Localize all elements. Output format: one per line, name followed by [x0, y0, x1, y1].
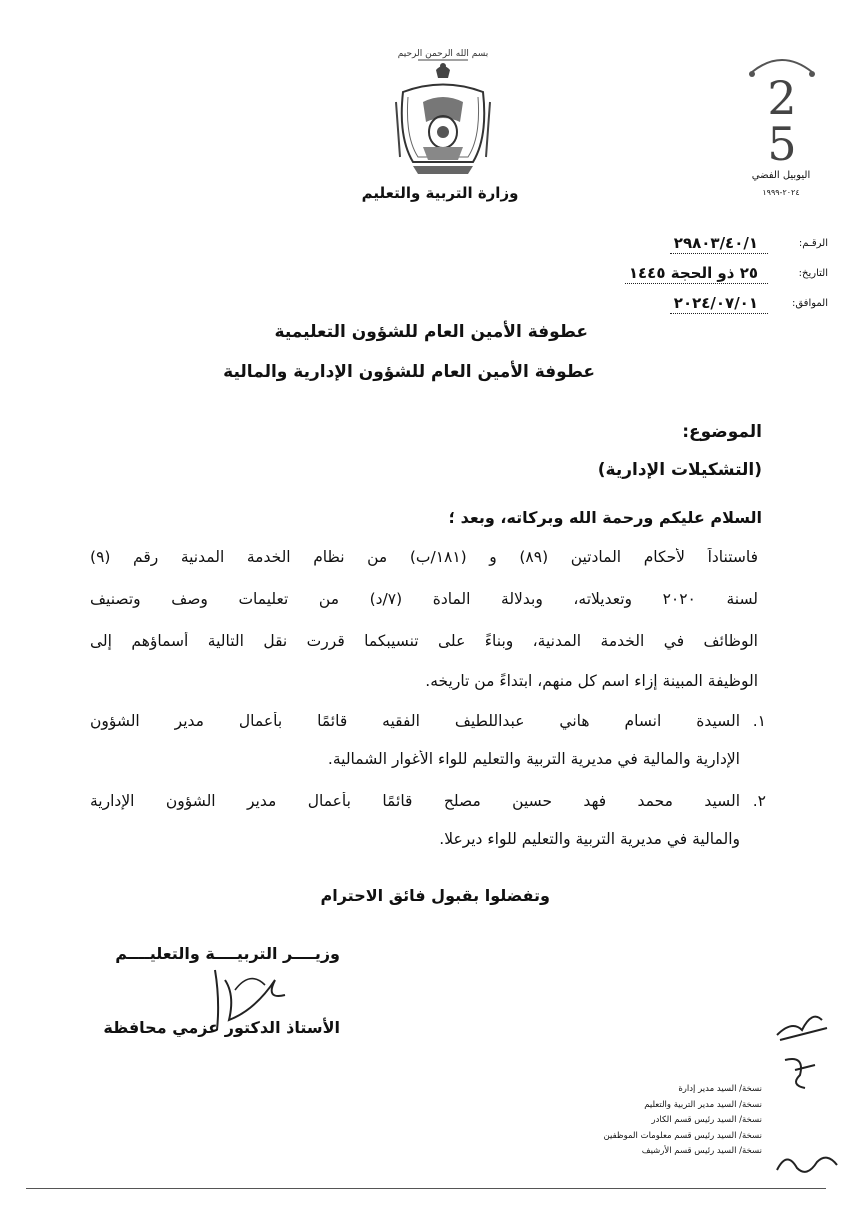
jubilee-tagline: اليوبيل الفضي	[751, 170, 811, 181]
item-2-number: ٢.	[752, 792, 766, 810]
initials-mark-1	[772, 1000, 832, 1049]
ministry-name: وزارة التربية والتعليم	[361, 184, 519, 202]
hijri-date-row	[568, 264, 828, 286]
closing-line: وتفضلوا بقبول فائق الاحترام	[320, 886, 550, 905]
body-line-2: لسنة ٢٠٢٠ وتعديلاته، وبدلالة المادة (٧/د) من تعليمات وصف وتصنيف	[90, 590, 758, 608]
jordan-coat-of-arms-emblem	[378, 42, 508, 182]
copy-line-5: نسخة/ السيد رئيس قسم الأرشيف	[641, 1146, 762, 1156]
body-line-3: الوظائف في الخدمة المدنية، وبناءً على تنسيبكما قررت نقل التالية أسماؤهم إلى	[90, 632, 758, 650]
jubilee-years: ٢٠٢٤-١٩٩٩	[762, 188, 800, 197]
subject-label: الموضوع:	[682, 422, 762, 442]
addressee-2: عطوفة الأمين العام للشؤون الإدارية والمالية	[223, 362, 595, 382]
initials-mark-2	[775, 1050, 825, 1099]
signatory-name: الأستاذ الدكتور عزمي محافظة	[103, 1018, 340, 1037]
copy-line-1: نسخة/ السيد مدير إدارة	[678, 1084, 762, 1094]
body-line-1: فاستناداً لأحكام المادتين (٨٩) و (١٨١/ب) من نظام الخدمة المدنية رقم (٩)	[90, 548, 758, 566]
reference-number-value: ٢٩٨٠٣/٤٠/١	[670, 234, 768, 254]
copy-line-3: نسخة/ السيد رئيس قسم الكادر	[651, 1115, 762, 1125]
copy-line-2: نسخة/ السيد مدير التربية والتعليم	[644, 1099, 762, 1110]
item-1-line-2: الإدارية والمالية في مديرية التربية والتعليم للواء الأغوار الشمالية.	[327, 750, 740, 768]
svg-text:بسم الله الرحمن الرحيم: بسم الله الرحمن الرحيم	[397, 49, 489, 59]
item-2-line-1: السيد محمد فهد حسين مصلح قائمًا بأعمال مدير الشؤون الإدارية	[90, 792, 740, 810]
gregorian-date-label: الموافق:	[791, 298, 828, 309]
reference-number-label: الرقـم:	[798, 238, 828, 249]
addressee-1: عطوفة الأمين العام للشؤون التعليمية	[274, 322, 588, 342]
hijri-date-label: التاريخ:	[798, 268, 828, 279]
svg-text:5: 5	[767, 117, 797, 171]
copy-line-4: نسخة/ السيد رئيس قسم معلومات الموظفين	[603, 1130, 762, 1141]
greeting: السلام عليكم ورحمة الله وبركاته، وبعد ؛	[448, 508, 762, 527]
copies-list	[604, 1082, 762, 1160]
silver-jubilee-25-logo	[742, 52, 822, 172]
signatory-title: وزيــــر التربيــــة والتعليــــم	[115, 944, 340, 963]
gregorian-date-value: ٢٠٢٤/٠٧/٠١	[670, 294, 768, 314]
initials-mark-3	[772, 1140, 842, 1189]
footer-rule	[26, 1188, 826, 1189]
svg-text:2: 2	[767, 71, 797, 125]
reference-number-row	[568, 234, 828, 256]
item-1-line-1: السيدة انسام هاني عبداللطيف الفقيه قائمًا بأعمال مدير الشؤون	[90, 712, 740, 730]
gregorian-date-row	[568, 294, 828, 316]
subject-value: (التشكيلات الإدارية)	[597, 460, 762, 480]
item-1-number: ١.	[752, 712, 766, 730]
item-2-line-2: والمالية في مديرية التربية والتعليم للواء ديرعلا.	[439, 830, 740, 848]
body-line-4: الوظيفة المبينة إزاء اسم كل منهم، ابتداءً من تاريخه.	[425, 672, 758, 690]
hijri-date-value: ٢٥ ذو الحجة ١٤٤٥	[625, 264, 768, 284]
